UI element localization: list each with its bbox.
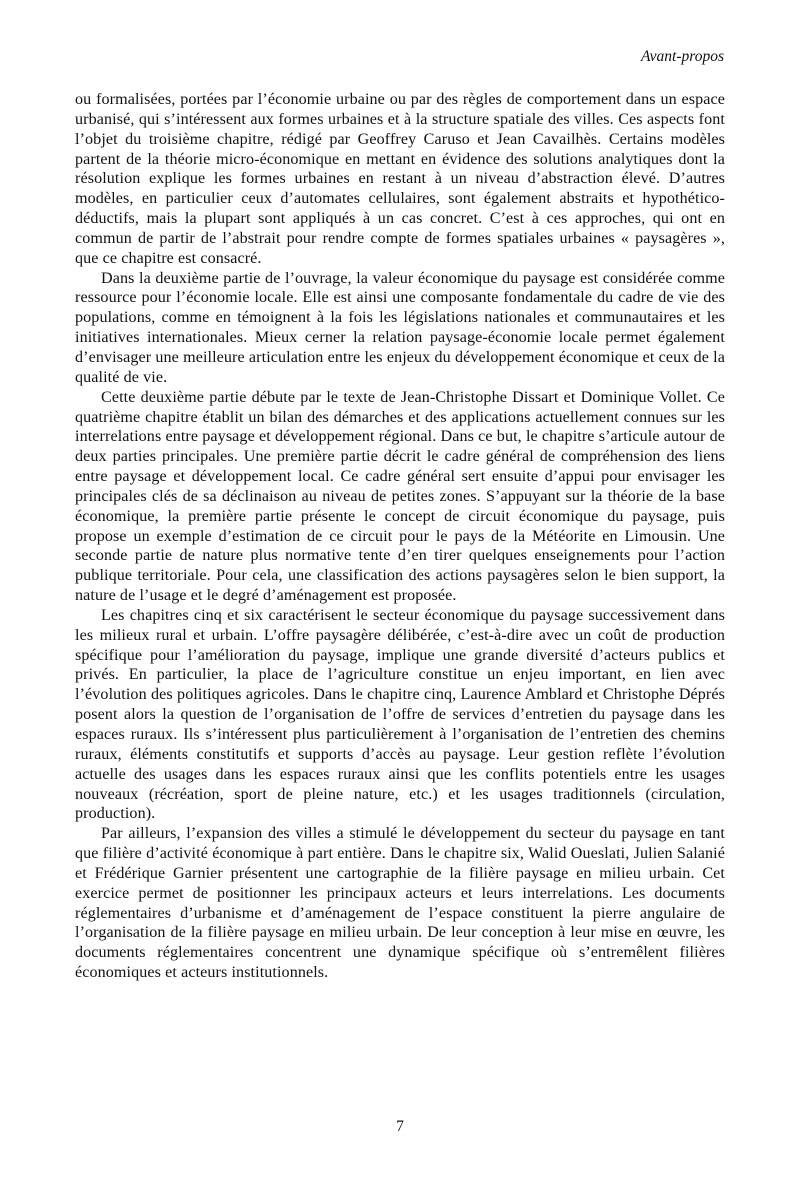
page-body	[75, 90, 725, 983]
running-header-title: Avant-propos	[641, 48, 724, 65]
paragraph: Cette deuxième partie débute par le texte de Jean-Christophe Dissart et Dominique Vollet. Ce quatrième chapitre établit un bilan des démarches et des applications actuellement connues sur les interrelations entre paysage et développement régional. Dans ce but, le chapitre s’articule autour de deux parties principales. Une première partie décrit le cadre général de compréhension des liens entre paysage et développement local. Ce cadre général sert ensuite d’appui pour envisager les principales clés de sa déclinaison au niveau de petites zones. S’appuyant sur la théorie de la base économique, la première partie présente le concept de circuit économique du paysage, puis propose un exemple d’estimation de ce circuit pour le pays de la Météorite en Limousin. Une seconde partie de nature plus normative tente d’en tirer quelques enseignements pour l’action publique territoriale. Pour cela, une classification des actions paysagères selon le bien support, la nature de l’usage et le degré d’aménagement est proposée.	[75, 388, 725, 605]
page-number: 7	[396, 1118, 404, 1135]
paragraph: Les chapitres cinq et six caractérisent le secteur économique du paysage successivement dans les milieux rural et urbain. L’offre paysagère délibérée, c’est-à-dire avec un coût de production spécifique pour l’amélioration du paysage, implique une grande diversité d’acteurs publics et privés. En particulier, la place de l’agriculture constitue un enjeu important, en lien avec l’évolution des politiques agricoles. Dans le chapitre cinq, Laurence Amblard et Christophe Déprés posent alors la question de l’organisation de l’offre de services d’entretien du paysage dans les espaces ruraux. Ils s’intéressent plus particulièrement à l’organisation de l’entretien des chemins ruraux, éléments constitutifs et supports d’accès au paysage. Leur gestion reflète l’évolution actuelle des usages dans les espaces ruraux ainsi que les conflits potentiels entre les usages nouveaux (récréation, sport de pleine nature, etc.) et les usages traditionnels (circulation, production).	[75, 606, 725, 823]
paragraph: ou formalisées, portées par l’économie urbaine ou par des règles de comportement dans un espace urbanisé, qui s’intéressent aux formes urbaines et à la structure spatiale des villes. Ces aspects font l’objet du troisième chapitre, rédigé par Geoffrey Caruso et Jean Cavailhès. Certains modèles partent de la théorie micro-économique en mettant en évidence des solutions analytiques dont la résolution explique les formes urbaines en restant à un niveau d’abstraction élevé. D’autres modèles, en particulier ceux d’automates cellulaires, sont également abstraits et hypothético-déductifs, mais la plupart sont appliqués à un cas concret. C’est à ces approches, qui ont en commun de partir de l’abstrait pour rendre compte de formes spatiales urbaines « paysagères », que ce chapitre est consacré.	[75, 91, 725, 267]
running-header	[75, 48, 724, 66]
paragraph: Par ailleurs, l’expansion des villes a stimulé le développement du secteur du paysage en tant que filière d’activité économique à part entière. Dans le chapitre six, Walid Oueslati, Julien Salanié et Frédérique Garnier présentent une cartographie de la filière paysage en milieu urbain. Cet exercice permet de positionner les principaux acteurs et leurs interrelations. Les documents réglementaires d’urbanisme et d’aménagement de l’espace constituent la pierre angulaire de l’organisation de la filière paysage en milieu urbain. De leur conception à leur mise en œuvre, les documents réglementaires concentrent une dynamique spécifique où s’entremêlent filières économiques et acteurs institutionnels.	[75, 825, 725, 982]
paragraph: Dans la deuxième partie de l’ouvrage, la valeur économique du paysage est considérée comme ressource pour l’économie locale. Elle est ainsi une composante fondamentale du cadre de vie des populations, comme en témoignent à la fois les législations nationales et communautaires et les initiatives internationales. Mieux cerner la relation paysage-économie locale permet également d’envisager une meilleure articulation entre les enjeux du développement économique et ceux de la qualité de vie.	[75, 269, 725, 386]
page-footer	[0, 1118, 800, 1136]
